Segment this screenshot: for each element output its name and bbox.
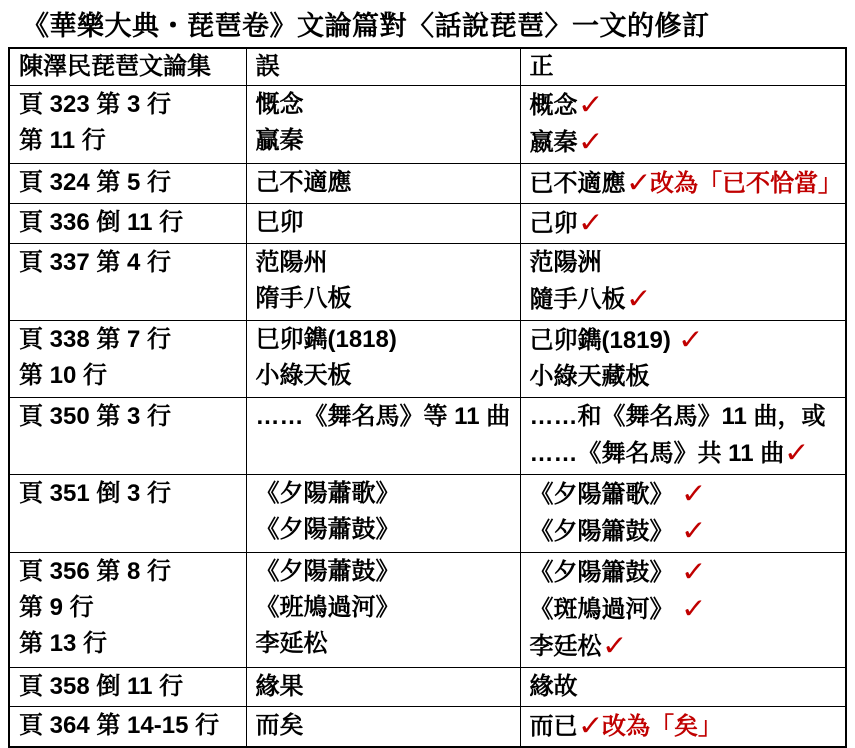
check-icon: ✓ — [625, 167, 652, 198]
wrong-line: 慨念 — [255, 91, 304, 118]
check-icon: ✓ — [577, 207, 604, 238]
wrong-cell — [246, 398, 520, 475]
ref-cell — [9, 475, 246, 553]
wrong-cell — [246, 86, 520, 164]
wrong-cell — [246, 164, 520, 204]
header-correct-column: 正 — [520, 48, 846, 86]
wrong-line: 巳卯 — [255, 209, 304, 236]
page-title: 《華樂大典・琵琶卷》文論篇對〈話說琵琶〉一文的修訂 — [22, 11, 710, 41]
correct-cell — [520, 321, 846, 398]
red-annotation: 改為「矣」 — [601, 713, 722, 740]
header-source-column: 陳澤民琵琶文論集 — [9, 48, 246, 86]
check-icon: ✓ — [680, 593, 707, 624]
wrong-line: 《夕陽蕭歌》 — [255, 480, 400, 507]
wrong-line: 而矣 — [255, 712, 304, 739]
table-row — [9, 204, 846, 244]
correct-cell — [520, 553, 846, 668]
ref-line: 頁 364 第 14-15 行 — [19, 712, 220, 739]
wrong-line: 《班鳩過河》 — [255, 594, 400, 621]
wrong-cell — [246, 244, 520, 321]
correct-text: 《夕陽簫歌》 — [529, 481, 674, 508]
correct-text: 范陽洲 — [529, 249, 602, 276]
check-icon: ✓ — [577, 126, 604, 157]
wrong-line: 贏秦 — [255, 127, 304, 154]
check-icon: ✓ — [677, 324, 704, 355]
correct-text: 而已 — [529, 713, 578, 740]
correct-text: 嬴秦 — [529, 129, 578, 156]
ref-line: 頁 338 第 7 行 — [19, 326, 172, 353]
table-row — [9, 164, 846, 204]
wrong-cell — [246, 204, 520, 244]
ref-line: 頁 351 倒 3 行 — [19, 480, 172, 507]
correct-cell — [520, 204, 846, 244]
correct-text: 概念 — [529, 92, 578, 119]
check-icon: ✓ — [680, 515, 707, 546]
correct-line — [530, 476, 840, 513]
wrong-line: 《夕陽蕭鼓》 — [255, 516, 400, 543]
correct-line — [530, 281, 840, 318]
correct-line — [530, 399, 840, 435]
revision-table — [8, 47, 847, 748]
ref-cell — [9, 398, 246, 475]
ref-cell — [9, 553, 246, 668]
wrong-cell — [246, 707, 520, 748]
wrong-cell — [246, 668, 520, 707]
ref-cell — [9, 86, 246, 164]
ref-line: 頁 337 第 4 行 — [19, 249, 172, 276]
wrong-line: 己不適應 — [255, 169, 352, 196]
ref-line: 第 13 行 — [19, 630, 108, 657]
ref-cell — [9, 164, 246, 204]
wrong-line: 小綠天板 — [255, 362, 352, 389]
correct-line — [530, 205, 840, 241]
correct-text: 己卯 — [529, 210, 578, 237]
check-icon: ✓ — [601, 630, 628, 661]
correct-cell — [520, 475, 846, 553]
correct-text: 隨手八板 — [529, 286, 626, 313]
wrong-line: 巳卯鐫(1818) — [255, 326, 397, 353]
correct-line — [530, 628, 840, 665]
correct-line — [530, 87, 840, 124]
table-row — [9, 86, 846, 164]
correct-text: 已不適應 — [529, 170, 626, 197]
correct-text: ……《舞名馬》共 11 曲 — [529, 440, 785, 467]
correct-line — [530, 322, 840, 359]
table-row — [9, 398, 846, 475]
table-row — [9, 707, 846, 748]
correct-line — [530, 245, 840, 281]
table-row — [9, 244, 846, 321]
ref-line: 頁 324 第 5 行 — [19, 169, 172, 196]
ref-line: 頁 350 第 3 行 — [19, 403, 172, 430]
wrong-line: 隋手八板 — [255, 285, 352, 312]
ref-cell — [9, 244, 246, 321]
correct-line — [530, 435, 840, 472]
table-row — [9, 321, 846, 398]
ref-line: 第 11 行 — [19, 127, 106, 154]
correct-text: 《夕陽簫鼓》 — [529, 518, 674, 545]
header-wrong-column: 誤 — [246, 48, 520, 86]
correct-text: 己卯鐫(1819) — [529, 327, 671, 354]
correct-cell — [520, 668, 846, 707]
correct-line — [530, 124, 840, 161]
check-icon: ✓ — [625, 283, 652, 314]
ref-line: 第 10 行 — [19, 362, 108, 389]
wrong-line: 緣果 — [255, 673, 304, 700]
correct-cell — [520, 86, 846, 164]
ref-cell — [9, 668, 246, 707]
ref-line: 頁 323 第 3 行 — [19, 91, 172, 118]
wrong-cell — [246, 553, 520, 668]
wrong-line: 范陽州 — [255, 249, 328, 276]
correct-text: 李廷松 — [529, 633, 602, 660]
wrong-line: ……《舞名馬》等 11 曲 — [255, 403, 511, 430]
correct-text: ……和《舞名馬》11 曲，或 — [529, 403, 826, 430]
correct-cell — [520, 398, 846, 475]
table-row — [9, 475, 846, 553]
correct-line — [530, 165, 840, 201]
correct-line — [530, 669, 840, 704]
check-icon: ✓ — [680, 478, 707, 509]
table-row — [9, 553, 846, 668]
check-icon: ✓ — [577, 89, 604, 120]
correct-cell — [520, 707, 846, 748]
correct-cell — [520, 244, 846, 321]
check-icon: ✓ — [577, 710, 604, 741]
red-annotation: 改為「已不恰當」 — [649, 170, 842, 197]
wrong-line: 《夕陽蕭鼓》 — [255, 558, 400, 585]
correct-line — [530, 513, 840, 550]
correct-text: 小綠天藏板 — [529, 363, 650, 390]
ref-line: 頁 358 倒 11 行 — [19, 673, 184, 700]
table-body — [9, 86, 846, 748]
correct-line — [530, 554, 840, 591]
correct-text: 《斑鳩過河》 — [529, 596, 674, 623]
wrong-line: 李延松 — [255, 630, 328, 657]
ref-cell — [9, 204, 246, 244]
ref-line: 第 9 行 — [19, 594, 94, 621]
correct-line — [530, 708, 840, 744]
check-icon: ✓ — [784, 437, 810, 468]
ref-cell — [9, 707, 246, 748]
correct-line — [530, 359, 840, 395]
correct-text: 緣故 — [529, 673, 578, 700]
table-row — [9, 668, 846, 707]
correct-text: 《夕陽簫鼓》 — [529, 559, 674, 586]
wrong-cell — [246, 475, 520, 553]
ref-cell — [9, 321, 246, 398]
ref-line: 頁 336 倒 11 行 — [19, 209, 184, 236]
correct-line — [530, 591, 840, 628]
correct-cell — [520, 164, 846, 204]
ref-line: 頁 356 第 8 行 — [19, 558, 172, 585]
wrong-cell — [246, 321, 520, 398]
check-icon: ✓ — [680, 556, 707, 587]
header-row — [9, 48, 846, 86]
